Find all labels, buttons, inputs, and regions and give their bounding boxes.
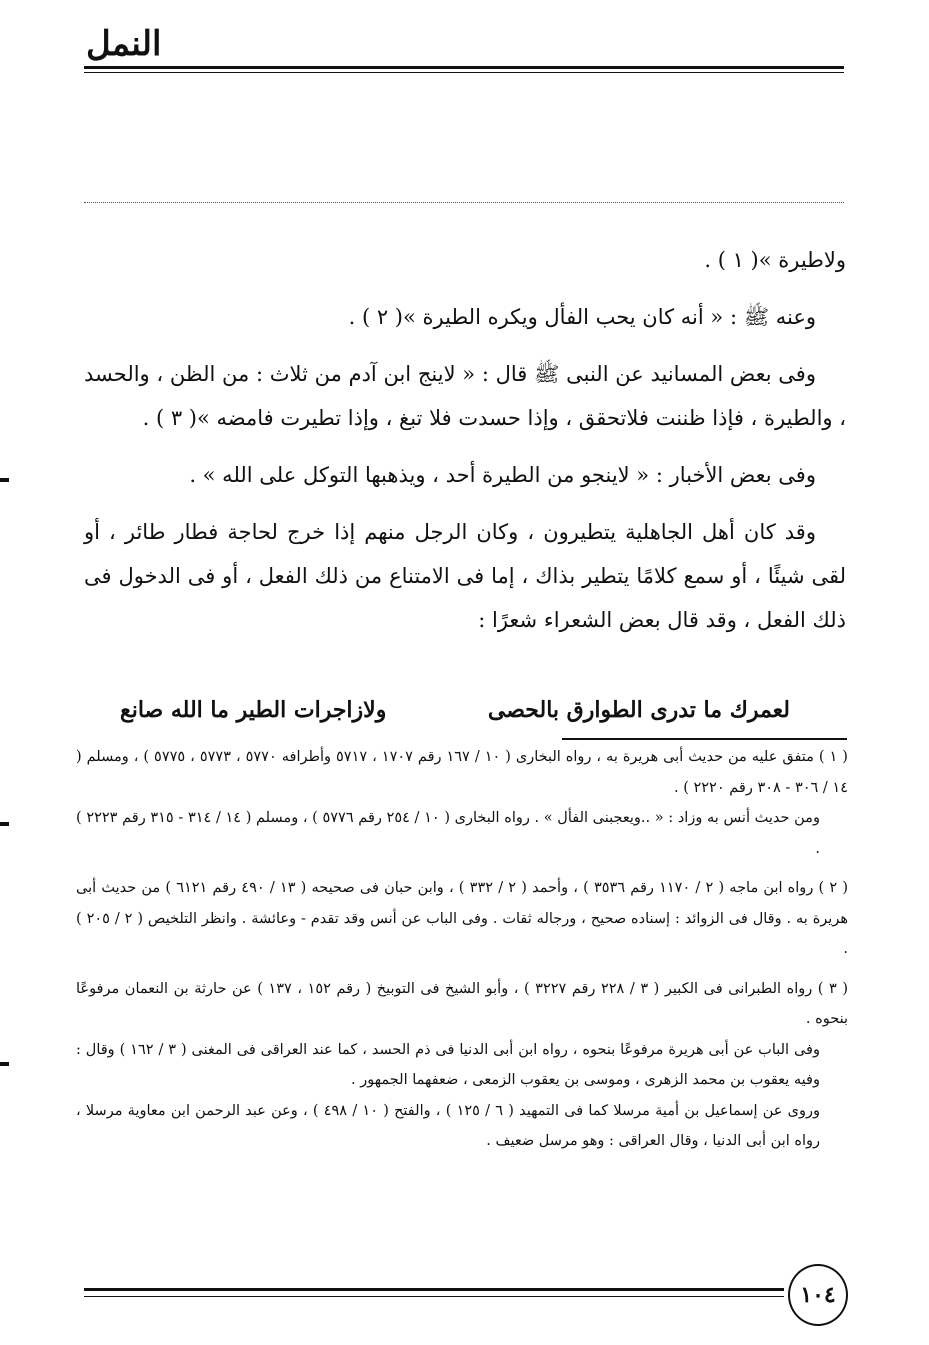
footnote-3-continued-a: وفى الباب عن أبى هريرة مرفوعًا بنحوه ، رواه ابن أبى الدنيا فى ذم الحسد ، كما عند العراقى فى المغنى ( ٣ / ١٦٢ ) وقال : وفيه يعقوب بن محمد الزهرى ، وموسى بن يعقوب الزمعى ، ضعفهما الجمهور .: [76, 1041, 820, 1088]
page-number-ornament: [788, 1264, 848, 1326]
margin-tick-mark: [0, 822, 9, 826]
footnote-3: ( ٣ ) رواه الطبرانى فى الكبير ( ٣ / ٢٢٨ رقم ٣٢٢٧ ) ، وأبو الشيخ فى التوبيخ ( رقم ١٥٢ ، ١٣٧ ) عن حارثة بن النعمان مرفوعًا بنحوه .: [76, 980, 848, 1027]
margin-tick-mark: [0, 478, 9, 482]
footnote-separator: [562, 738, 847, 740]
footnote-1: ( ١ ) متفق عليه من حديث أبى هريرة به ، رواه البخارى ( ١٠ / ١٦٧ رقم ١٧٠٧ ، ٥٧١٧ وأطرافه ٥٧٧٠ ، ٥٧٧٣ ، ٥٧٧٥ ) ، ومسلم ( ١٤ / ٣٠٦ - ٣٠٨ رقم ٢٢٢٠ ) .: [76, 749, 848, 796]
margin-tick-mark: [0, 1062, 9, 1066]
footnotes: [76, 742, 848, 1157]
footer-rule-thin: [84, 1296, 784, 1297]
paragraph-4: وفى بعض الأخبار : « لاينجو من الطيرة أحد ، ويذهبها التوكل على الله » .: [189, 463, 816, 487]
footnote-2: ( ٢ ) رواه ابن ماجه ( ٢ / ١١٧٠ رقم ٣٥٣٦ ) ، وأحمد ( ٢ / ٣٣٢ ) ، وابن حبان فى صحيحه ( ١٣ / ٤٩٠ رقم ٦١٢١ ) من حديث أبى هريرة به . وقال فى الزوائد : إسناده صحيح ، ورجاله ثقات . وفى الباب عن أنس وقد تقدم - وعائشة . وانظر التلخيص ( ٢ / ٢٠٥ ) .: [76, 880, 848, 957]
paragraph-5: وقد كان أهل الجاهلية يتطيرون ، وكان الرجل منهم إذا خرج لحاجة فطار طائر ، أو لقى شيئًا ، أو سمع كلامًا يتطير بذاك ، إما فى الامتناع من ذلك الفعل ، أو فى الدخول فى ذلك الفعل ، وقد قال بعض الشعراء شعرًا :: [84, 520, 846, 632]
paragraph-2: وعنه ﷺ : « أنه كان يحب الفأل ويكره الطيرة »( ٢ ) .: [348, 305, 816, 329]
verse-second-hemistich: ولازاجرات الطير ما الله صانع: [120, 697, 387, 723]
footer-rule-thick: [84, 1288, 784, 1291]
poetry-verse: [120, 688, 790, 732]
paragraph-3: وفى بعض المسانيد عن النبى ﷺ قال : « لاينج ابن آدم من ثلاث : من الظن ، والحسد ، والطيرة ، فإذا ظننت فلاتحقق ، وإذا حسدت فلا تبغ ، وإذا تطيرت فامضه »( ٣ ) .: [84, 362, 846, 430]
page-number: ١٠٤: [800, 1282, 836, 1308]
header-rule-thin: [84, 72, 844, 73]
verse-first-hemistich: لعمرك ما تدرى الطوارق بالحصى: [487, 697, 790, 723]
header-dotted-rule: [84, 202, 844, 203]
running-header-title: النمل: [86, 24, 162, 64]
footnote-1-continued: ومن حديث أنس به وزاد : « ..ويعجبنى الفأل » . رواه البخارى ( ١٠ / ٢٥٤ رقم ٥٧٧٦ ) ، ومسلم ( ١٤ / ٣١٤ - ٣١٥ رقم ٢٢٢٣ ) .: [76, 810, 820, 857]
header-rule-thick: [84, 66, 844, 69]
paragraph-1: ولاطيرة »( ١ ) .: [704, 248, 846, 272]
footnote-3-continued-b: وروى عن إسماعيل بن أمية مرسلا كما فى التمهيد ( ٦ / ١٢٥ ) ، والفتح ( ١٠ / ٤٩٨ ) ، وعن عبد الرحمن ابن معاوية مرسلا ، رواه ابن أبى الدنيا ، وقال العراقى : وهو مرسل ضعيف .: [76, 1102, 821, 1149]
main-text: [84, 238, 846, 642]
